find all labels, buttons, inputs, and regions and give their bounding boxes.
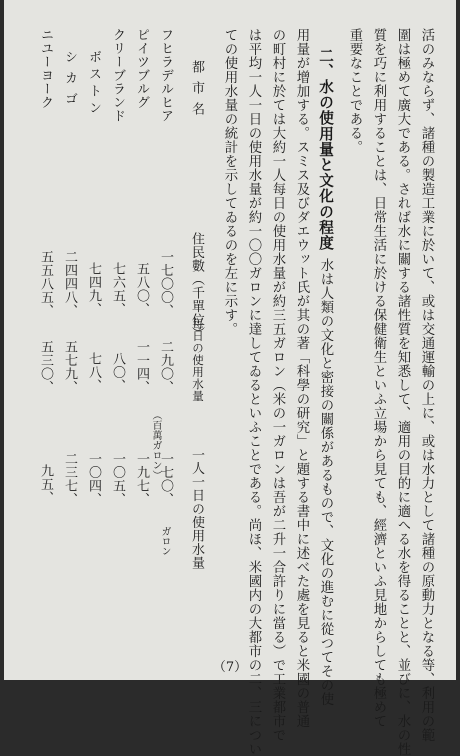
- table-row-per-capita: 二三七、: [62, 452, 77, 506]
- table-header-per-capita-unit: ガロン: [159, 526, 170, 556]
- table-row-per-capita: 一〇五、: [110, 452, 125, 506]
- table-row-city: ニユーヨーク: [38, 28, 53, 109]
- table-row-city: クリーブランド: [110, 28, 125, 123]
- table-row-daily-use: 二九〇、: [158, 340, 173, 394]
- table-row-population: 七六五、: [110, 262, 125, 316]
- table-row-city: ボストン: [86, 50, 101, 118]
- table-row-daily-use: 七八、: [86, 352, 101, 393]
- table-row-per-capita: 一九七、: [134, 452, 149, 506]
- paragraph1-line-4: 重要なことである。: [347, 28, 362, 154]
- table-row-daily-use: 一一四、: [134, 340, 149, 394]
- table-header-city: 都市名: [189, 60, 204, 123]
- page-number: （7）: [212, 660, 248, 675]
- paragraph2-line-1: 水は人類の文化と密接の關係があるもので、文化の進むに從つてその使: [318, 258, 333, 706]
- table-row-population: 五五八五、: [38, 250, 53, 318]
- table-row-per-capita: 一〇四、: [86, 452, 101, 506]
- paragraph2-line-4: は平均一人一日の使用水量が約一〇〇ガロンに達してゐるといふことである。尚ほ、米國内の大都市の二、三につい: [246, 28, 261, 756]
- table-header-population: 住民數（千單位）: [189, 232, 204, 340]
- table-row-population: 五八〇、: [134, 262, 149, 316]
- table-row-per-capita: 一七〇、: [158, 452, 173, 506]
- book-page: [4, 0, 456, 756]
- paragraph2-line-2: 用量が增加する。スミス及びダエウット氏が其の著「科學の研究」と題する書中に述べた處を見ると米國の普通: [294, 28, 309, 728]
- table-row-population: 一七〇〇、: [158, 250, 173, 318]
- paragraph1-line-2: 圍は極めて廣大である。されば水に關する諸性質を知悉して、適用の目的に適へる水を得ることと、並びに、水の性: [395, 28, 410, 756]
- section-heading: 二、水の使用量と文化の程度: [317, 48, 334, 251]
- table-row-population: 七四九、: [86, 262, 101, 316]
- paragraph2-line-3: の町村に於ては大約一人每日の使用水量が約三五ガロン（米の一ガロンは吾が二升一合許りに當る）で工業都市で: [270, 28, 285, 742]
- table-row-population: 二四四八、: [62, 250, 77, 318]
- paragraph1-line-3: 質を巧に利用することは、日常生活に於ける保健衛生といふ立場から見ても、經濟といふ見地からしても極めて: [371, 28, 386, 728]
- table-header-daily-use: 每日の使用水量: [191, 318, 205, 402]
- table-row-per-capita: 九五、: [38, 464, 53, 505]
- paragraph2-line-5: ての使用水量の統計を示してゐるのを左に示す。: [222, 28, 237, 336]
- table-row-daily-use: 五七九、: [62, 340, 77, 394]
- table-row-city: フヒラデルヒア: [158, 28, 173, 123]
- table-row-city: ピイツブルグ: [134, 28, 149, 109]
- paragraph1-line-1: 活のみならず、諸種の製造工業に於いて、或は交通運輸の上に、或は水力として諸種の原動力となる等、利用の範: [419, 28, 434, 742]
- table-row-daily-use: 五三〇、: [38, 340, 53, 394]
- table-row-daily-use: 八〇、: [110, 352, 125, 393]
- table-header-per-capita: 一人一日の使用水量: [189, 448, 204, 570]
- table-header-daily-use-unit: （百萬ガロン）: [150, 410, 161, 480]
- table-row-city: シカゴ: [62, 50, 77, 113]
